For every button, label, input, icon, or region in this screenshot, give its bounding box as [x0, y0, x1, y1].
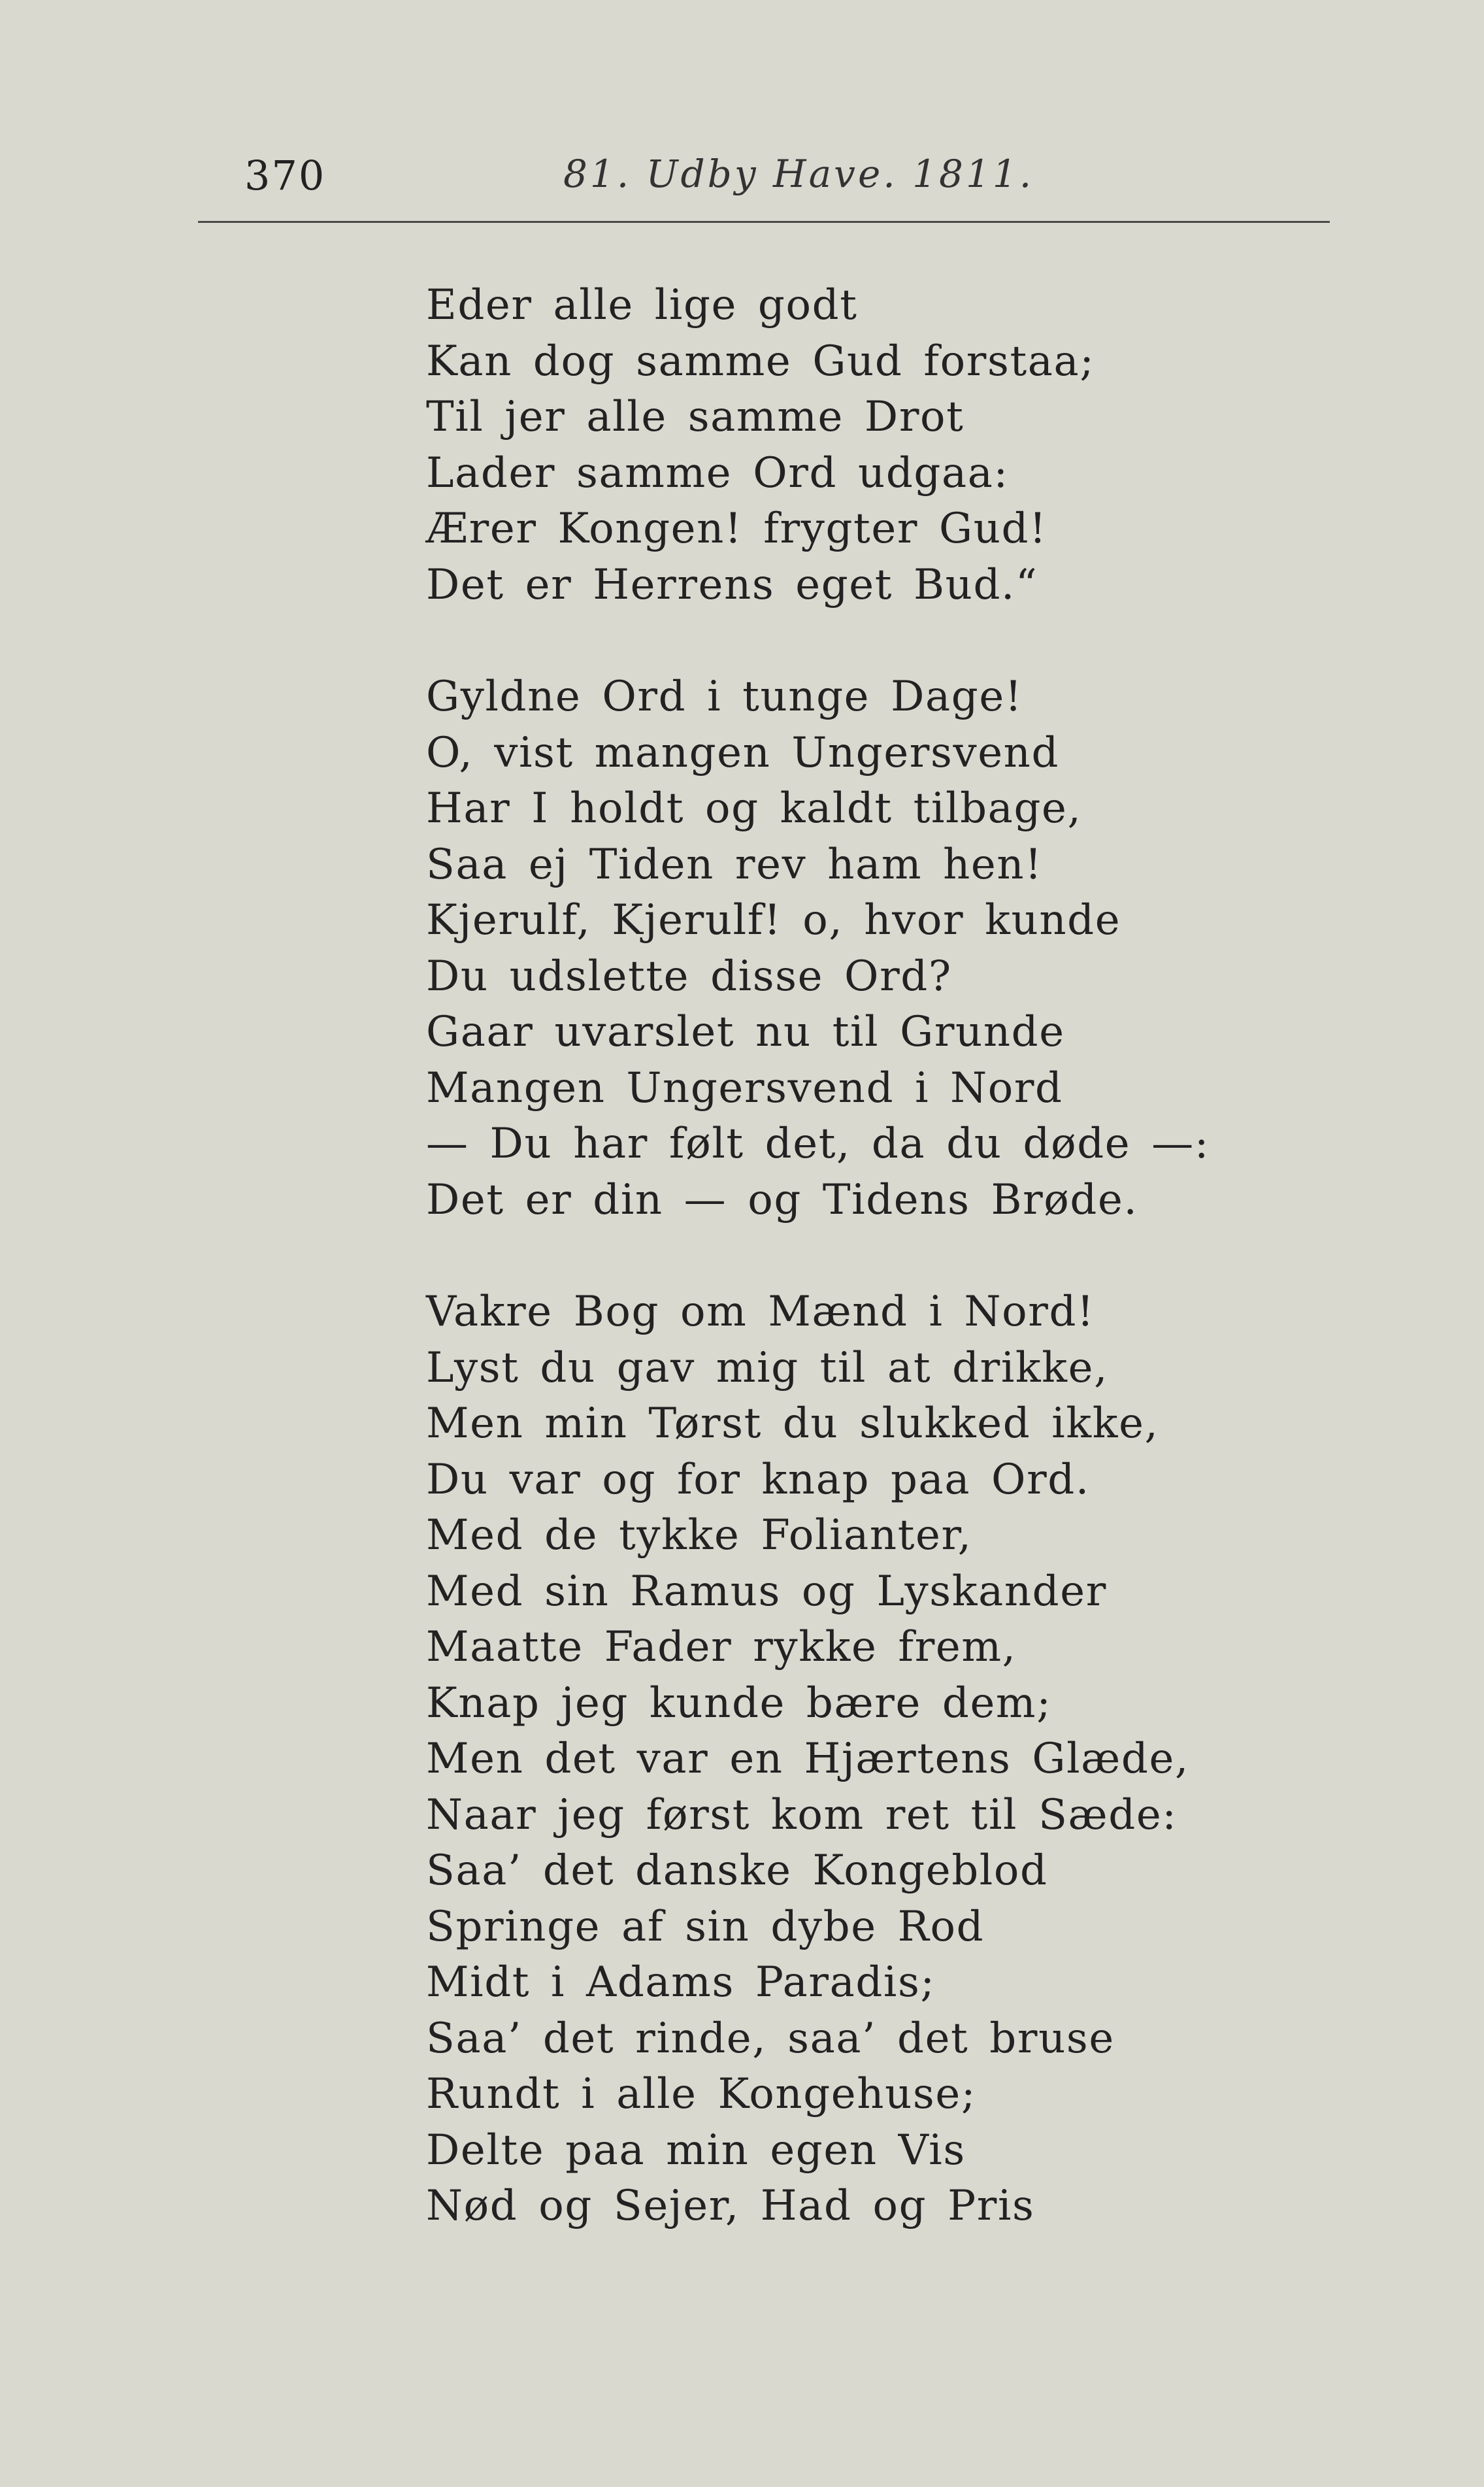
poem-line: Naar jeg først kom ret til Sæde: — [426, 1790, 1178, 1839]
poem-line: Saa’ det rinde, saa’ det bruse — [426, 2014, 1115, 2063]
poem-line: Midt i Adams Paradis; — [426, 1958, 936, 2007]
poem-line: Det er din — og Tidens Brøde. — [426, 1175, 1138, 1224]
poem-line: Mangen Ungersvend i Nord — [426, 1063, 1063, 1112]
stanza-3 — [426, 1284, 1393, 2235]
poem-line: Saa ej Tiden rev ham hen! — [426, 840, 1043, 889]
poem-line: Nød og Sejer, Had og Pris — [426, 2182, 1035, 2230]
poem-line: Saa’ det danske Kongeblod — [426, 1846, 1048, 1895]
poem-line: Vakre Bog om Mænd i Nord! — [426, 1288, 1095, 1336]
poem-line: Rundt i alle Kongehuse; — [426, 2070, 976, 2118]
running-head: 81. Udby Have. 1811. — [563, 152, 1034, 196]
poem-line: Med de tykke Folianter, — [426, 1511, 972, 1560]
poem-line: — Du har følt det, da du døde —: — [426, 1120, 1210, 1168]
poem-line: Knap jeg kunde bære dem; — [426, 1678, 1052, 1728]
poem-line: Du var og for knap paa Ord. — [426, 1455, 1090, 1504]
poem-line: Det er Herrens eget Bud.“ — [426, 560, 1038, 609]
poem-line: Springe af sin dybe Rod — [426, 1902, 985, 1951]
poem-line: Gyldne Ord i tunge Dage! — [426, 673, 1023, 721]
poem-line: Har I holdt og kaldt tilbage, — [426, 784, 1082, 833]
header-rule — [198, 221, 1330, 223]
poem-line: Lader samme Ord udgaa: — [426, 448, 1009, 497]
poem-line: Gaar uvarslet nu til Grunde — [426, 1008, 1065, 1056]
poem-line: O, vist mangen Ungersvend — [426, 728, 1060, 777]
poem — [426, 278, 1393, 2291]
poem-line: Eder alle lige godt — [426, 281, 858, 329]
poem-line: Til jer alle samme Drot — [426, 393, 965, 441]
poem-line: Kjerulf, Kjerulf! o, hvor kunde — [426, 896, 1121, 944]
stanza-1 — [426, 278, 1393, 613]
poem-line: Men min Tørst du slukked ikke, — [426, 1399, 1159, 1448]
stanza-2 — [426, 669, 1393, 1228]
poem-line: Med sin Ramus og Lyskander — [426, 1567, 1107, 1616]
page-number: 370 — [244, 152, 326, 199]
poem-line: Du udslette disse Ord? — [426, 952, 952, 1001]
poem-line: Lyst du gav mig til at drikke, — [426, 1343, 1109, 1392]
poem-line: Kan dog samme Gud forstaa; — [426, 337, 1095, 386]
poem-line: Maatte Fader rykke frem, — [426, 1623, 1017, 1671]
poem-line: Ærer Kongen! frygter Gud! — [426, 505, 1047, 553]
poem-line: Men det var en Hjærtens Glæde, — [426, 1735, 1189, 1783]
poem-line: Delte paa min egen Vis — [426, 2126, 966, 2175]
